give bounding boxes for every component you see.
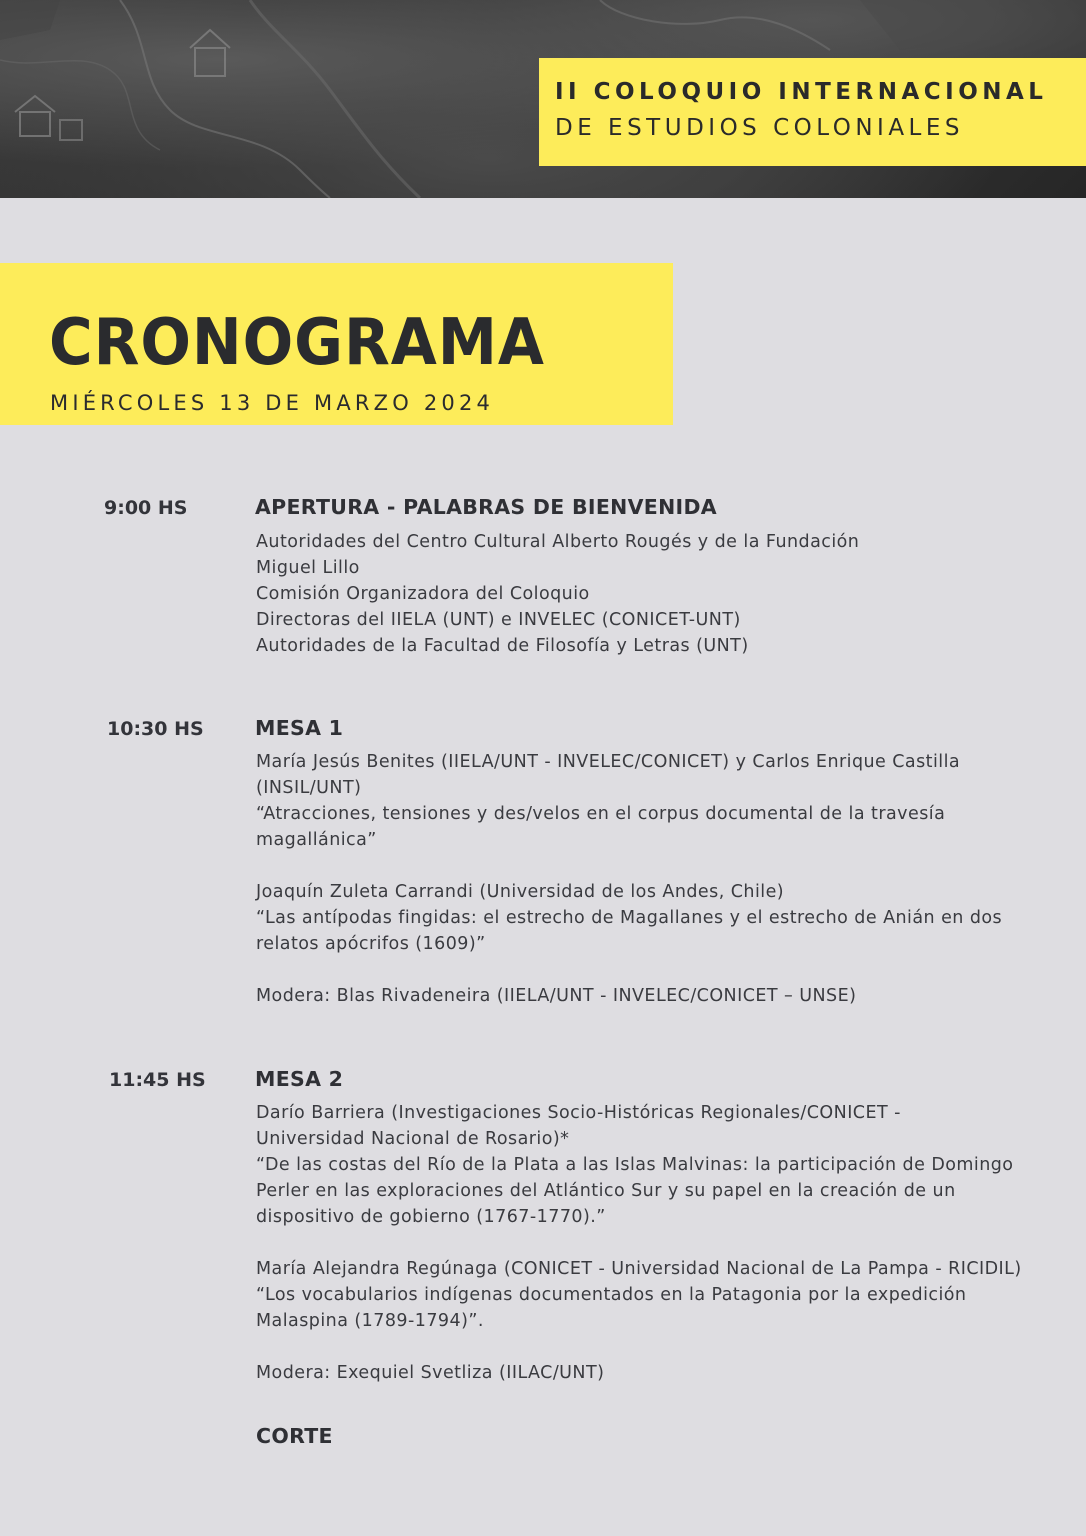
- conference-title-box: [539, 58, 1086, 166]
- session-line: Malaspina (1789-1794)”.: [256, 1311, 484, 1331]
- session-line: Autoridades del Centro Cultural Alberto Rougés y de la Fundación: [256, 532, 860, 552]
- session-line: María Alejandra Regúnaga (CONICET - Universidad Nacional de La Pampa - RICIDIL): [256, 1259, 1022, 1279]
- session-line: “Los vocabularios indígenas documentados en la Patagonia por la expedición: [256, 1285, 967, 1305]
- session-line: Joaquín Zuleta Carrandi (Universidad de los Andes, Chile): [256, 882, 785, 902]
- session-title: MESA 2: [255, 1067, 344, 1091]
- session-line: [256, 853, 1002, 879]
- session-line: magallánica”: [256, 830, 377, 850]
- session-line: Universidad Nacional de Rosario)*: [256, 1129, 570, 1149]
- session-line: Directoras del IIELA (UNT) e INVELEC (CONICET-UNT): [256, 610, 741, 630]
- session-time: 11:45 HS: [109, 1069, 206, 1091]
- break-label: CORTE: [256, 1424, 333, 1448]
- event-date: MIÉRCOLES 13 DE MARZO 2024: [50, 391, 495, 415]
- conference-title-line-2: DE ESTUDIOS COLONIALES: [555, 115, 965, 141]
- session-line: “Las antípodas fingidas: el estrecho de Magallanes y el estrecho de Anián en dos: [256, 908, 1003, 928]
- session-line: Modera: Exequiel Svetliza (IILAC/UNT): [256, 1363, 605, 1383]
- session-line: Modera: Blas Rivadeneira (IIELA/UNT - INVELEC/CONICET – UNSE): [256, 986, 857, 1006]
- session-line: (INSIL/UNT): [256, 778, 362, 798]
- page-title: CRONOGRAMA: [49, 306, 545, 380]
- session-line: Comisión Organizadora del Coloquio: [256, 584, 590, 604]
- conference-title-line-1: II COLOQUIO INTERNACIONAL: [555, 79, 1048, 105]
- session-title: MESA 1: [255, 716, 344, 740]
- session-line: María Jesús Benites (IIELA/UNT - INVELEC/CONICET) y Carlos Enrique Castilla: [256, 752, 961, 772]
- session-time: 10:30 HS: [107, 718, 204, 740]
- session-title: APERTURA - PALABRAS DE BIENVENIDA: [255, 495, 717, 519]
- session-line: Darío Barriera (Investigaciones Socio-Históricas Regionales/CONICET -: [256, 1103, 901, 1123]
- session-details: [256, 1100, 1022, 1386]
- header-banner: [0, 0, 1086, 198]
- session-line: [256, 1230, 1022, 1256]
- session-line: “De las costas del Río de la Plata a las Islas Malvinas: la participación de Domingo: [256, 1155, 1014, 1175]
- session-line: Autoridades de la Facultad de Filosofía y Letras (UNT): [256, 636, 749, 656]
- session-details: [256, 749, 1002, 1009]
- session-line: dispositivo de gobierno (1767-1770).”: [256, 1207, 606, 1227]
- session-line: [256, 957, 1002, 983]
- session-line: Perler en las exploraciones del Atlántico Sur y su papel en la creación de un: [256, 1181, 956, 1201]
- session-line: “Atracciones, tensiones y des/velos en el corpus documental de la travesía: [256, 804, 946, 824]
- session-line: Miguel Lillo: [256, 558, 360, 578]
- session-line: [256, 1334, 1022, 1360]
- session-time: 9:00 HS: [104, 497, 188, 519]
- session-line: relatos apócrifos (1609)”: [256, 934, 486, 954]
- title-box: [0, 263, 673, 425]
- session-details: [256, 529, 859, 659]
